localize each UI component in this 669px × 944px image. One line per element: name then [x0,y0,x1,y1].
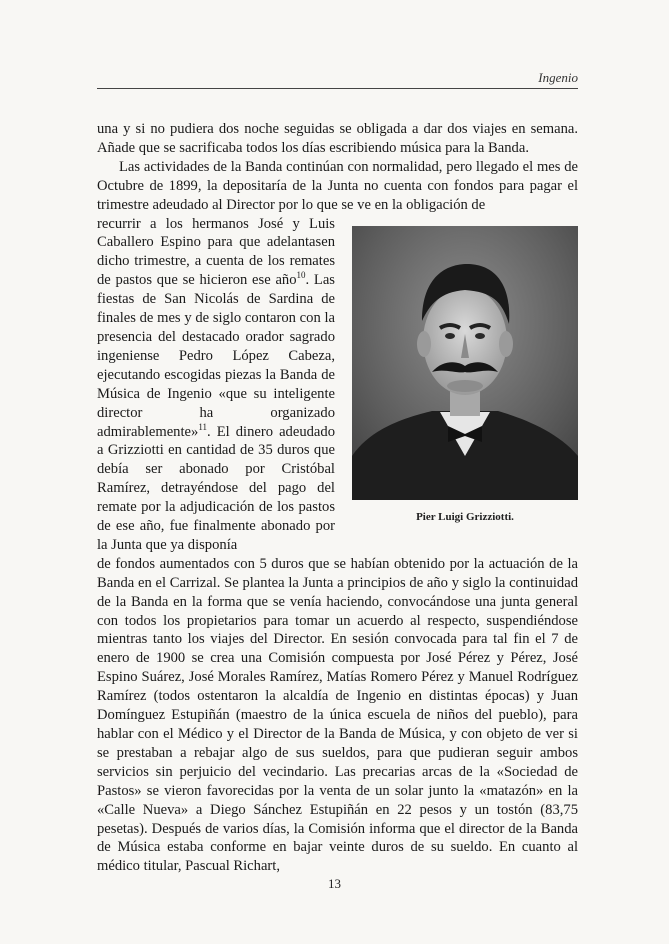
wrapped-text-column [97,215,335,555]
portrait-illustration [352,226,578,500]
footnote-ref-10: 10 [296,270,306,281]
running-head: Ingenio [538,70,578,85]
paragraph-2: Las actividades de la Banda continúan con normalidad, pero llegado el mes de Octubre de 1899, la depositaría de la Junta no cuenta con fondos para pagar el trimestre adeudado al Director por lo que se ve en la obligación de [97,158,578,213]
wrapped-text-a: recurrir a los hermanos José y Luis Caballero Espino para que adelantasen dicho trimestre, a cuenta de los remates de pastos que se hicieron ese año [97,215,335,289]
wrapped-text-c: . El dinero adeudado a Grizziotti en cantidad de 35 duros que debía ser abonado por Cristóbal Ramírez, detrayéndose del pago del remate por la adjudicación de los pastos de ese año, fue finalmente abonado por la Junta que ya disponía [97,423,335,553]
wrapped-text-b: . Las fiestas de San Nicolás de Sardina de finales de mes y de siglo contaron con la presencia del destacado orador sagrado ingeniense Pedro López Cabeza, ejecutando escogidas piezas la Banda de Música de Ingenio «que su inteligente director ha organizado admirablemente» [97,272,335,440]
footnote-ref-11: 11 [198,421,207,432]
page-number: 13 [328,876,341,891]
header-rule [97,88,578,89]
paragraph-1: una y si no pudiera dos noche seguidas se obligada a dar dos viajes en semana. Añade que se sacrificaba todos los días escribiendo música para la Banda. [97,121,578,156]
portrait-photo [352,226,578,500]
figure-caption: Pier Luigi Grizziotti. [416,511,514,523]
paragraph-continuation: de fondos aumentados con 5 duros que se habían obtenido por la actuación de la Banda en el Carrizal. Se plantea la Junta a principios de año y siglo la continuidad de la Banda en la forma que se venía haciendo, convocándose una junta general con todos los propietarios para tomar un acuerdo al respecto, suspendiéndose mientras tanto los viajes del Director. En sesión convocada para tal fin el 7 de enero de 1900 se crea una Comisión compuesta por José Pérez y Pérez, José Espino Suárez, José Morales Ramírez, Matías Romero Pérez y Manuel Rodríguez Ramírez (todos ostentaron la alcaldía de Ingenio en distintas épocas) y Juan Domínguez Estupiñán (maestro de la única escuela de niños del pueblo), para hablar con el Médico y el Director de la Banda de Música, y con objeto de ver si se prestaban a rebajar algo de sus sueldos, para que pudieran seguir ambos servicios sin perjuicio del vecindario. Las precarias arcas de la «Sociedad de Pastos» se vieron favorecidas por la venta de un solar junto la «matazón» en la «Calle Nueva» a Diego Sánchez Estupiñán en 22 pesos y un tostón (83,75 pesetas). Después de varios días, la Comisión informa que el director de la Banda de Música estaba conforme en bajar veinte duros de su sueldo. En cuanto al médico titular, Pascual Richart, [97,555,578,875]
